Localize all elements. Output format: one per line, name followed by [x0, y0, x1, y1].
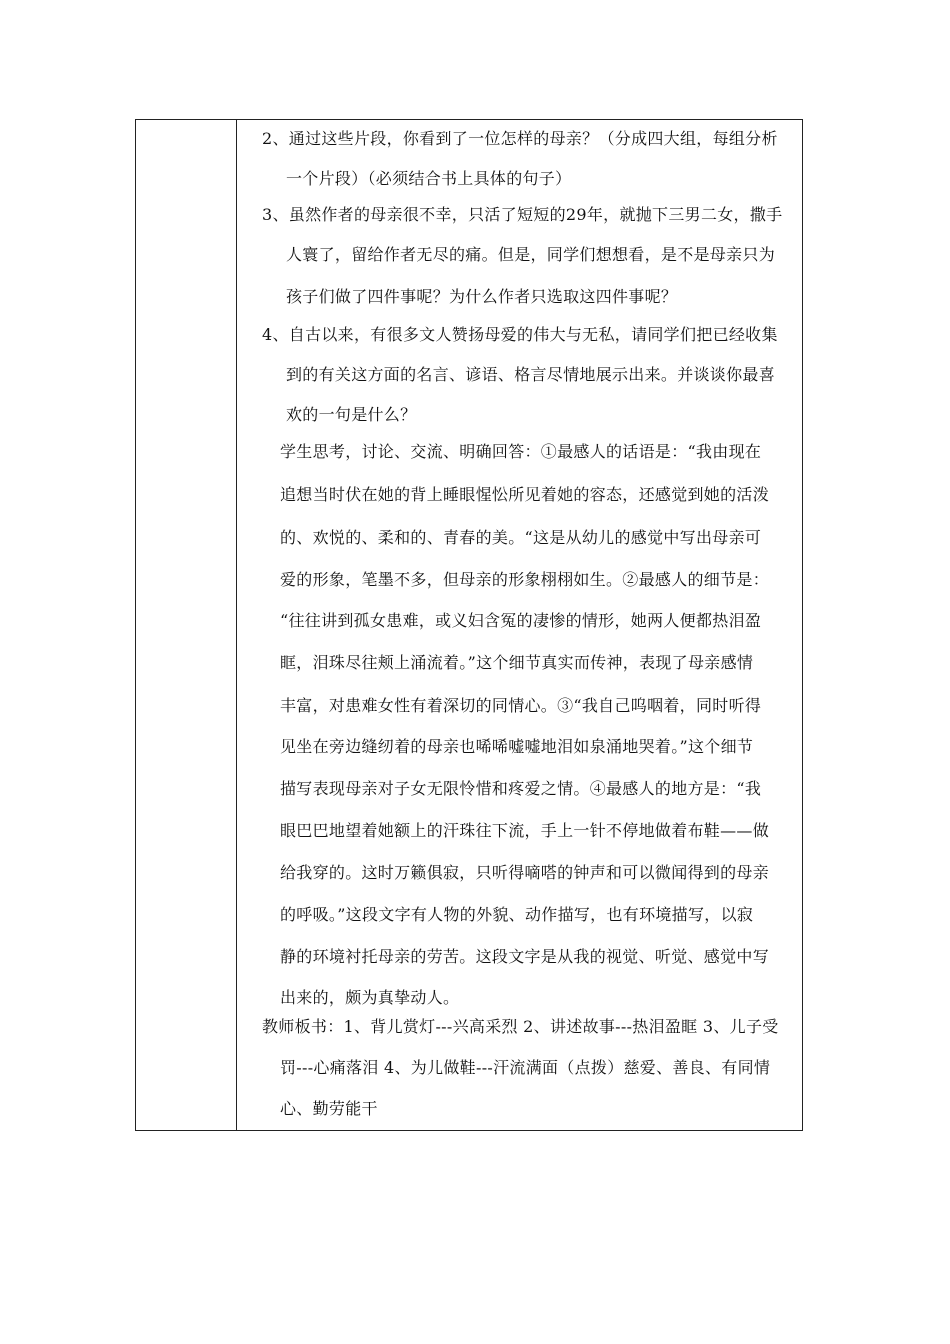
answer-line-14: 出来的，颇为真挚动人。 — [280, 988, 460, 1007]
answer-line-1: 学生思考，讨论、交流、明确回答：①最感人的话语是：“我由现在 — [280, 442, 762, 461]
answer-line-12: 的呼吸。”这段文字有人物的外貌、动作描写，也有环境描写，以寂 — [280, 905, 754, 924]
item-2-line-2: 一个片段）（必须结合书上具体的句子） — [286, 169, 572, 188]
answer-line-2: 追想当时伏在她的背上睡眼惺忪所见着她的容态，还感觉到她的活泼 — [280, 485, 770, 504]
board-line-3: 心、勤劳能干 — [280, 1099, 378, 1118]
left-column-cell — [136, 120, 236, 1130]
item-2-line-1: 2、通过这些片段，你看到了一位怎样的母亲？（分成四大组，每组分析 — [262, 129, 778, 148]
content-cell — [238, 120, 802, 1130]
answer-line-6: 眶，泪珠尽往颊上涌流着。”这个细节真实而传神，表现了母亲感情 — [280, 653, 754, 672]
item-4-line-2: 到的有关这方面的名言、谚语、格言尽情地展示出来。并谈谈你最喜 — [286, 365, 776, 384]
answer-line-8: 见坐在旁边缝纫着的母亲也唏唏嘘嘘地泪如泉涌地哭着。”这个细节 — [280, 737, 754, 756]
item-3-line-1: 3、虽然作者的母亲很不幸，只活了短短的29年，就抛下三男二女，撒手 — [262, 205, 783, 224]
lesson-table — [135, 119, 803, 1131]
item-4-line-3: 欢的一句是什么？ — [286, 405, 417, 424]
answer-line-13: 静的环境衬托母亲的劳苦。这段文字是从我的视觉、听觉、感觉中写 — [280, 947, 770, 966]
answer-line-4: 爱的形象，笔墨不多，但母亲的形象栩栩如生。②最感人的细节是： — [280, 570, 770, 589]
answer-line-11: 给我穿的。这时万籁俱寂，只听得嘀嗒的钟声和可以微闻得到的母亲 — [280, 863, 770, 882]
board-line-1: 教师板书：1、背儿赏灯---兴高采烈 2、讲述故事---热泪盈眶 3、儿子受 — [262, 1017, 779, 1036]
item-4-line-1: 4、自古以来，有很多文人赞扬母爱的伟大与无私，请同学们把已经收集 — [262, 325, 778, 344]
board-line-2: 罚---心痛落泪 4、为儿做鞋---汗流满面（点拨）慈爱、善良、有同情 — [280, 1058, 771, 1077]
answer-line-9: 描写表现母亲对子女无限怜惜和疼爱之情。④最感人的地方是：“我 — [280, 779, 762, 798]
item-3-line-3: 孩子们做了四件事呢？为什么作者只选取这四件事呢？ — [286, 287, 678, 306]
column-divider — [236, 120, 237, 1130]
answer-line-5: “往往讲到孤女患难，或义妇含冤的凄惨的情形，她两人便都热泪盈 — [280, 611, 762, 630]
item-3-line-2: 人寰了，留给作者无尽的痛。但是，同学们想想看，是不是母亲只为 — [286, 245, 776, 264]
answer-line-3: 的、欢悦的、柔和的、青春的美。“这是从幼儿的感觉中写出母亲可 — [280, 528, 762, 547]
answer-line-10: 眼巴巴地望着她额上的汗珠往下流，手上一针不停地做着布鞋——做 — [280, 821, 770, 840]
answer-line-7: 丰富，对患难女性有着深切的同情心。③“我自己呜咽着，同时听得 — [280, 696, 762, 715]
